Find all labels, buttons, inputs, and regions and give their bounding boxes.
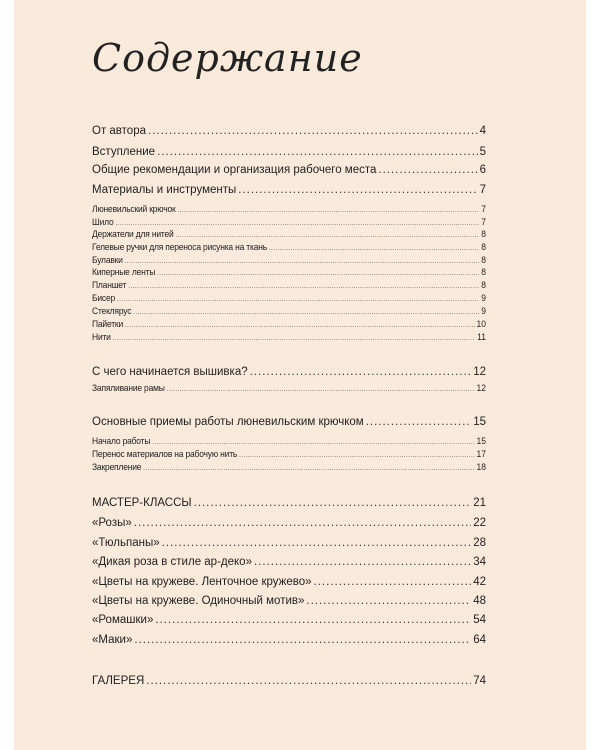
toc-entry-label: Основные приемы работы люневильским крючком [92, 416, 364, 428]
toc-subentry[interactable] [92, 292, 486, 303]
dot-leader [128, 283, 479, 290]
dot-leader [162, 537, 472, 549]
toc-subentry[interactable] [92, 448, 486, 459]
toc-entry-label: «Маки» [92, 634, 133, 646]
toc-subentry[interactable] [92, 382, 486, 393]
toc-entry[interactable] [92, 634, 486, 646]
toc-entry[interactable] [92, 675, 486, 687]
toc-entry-page: 8 [481, 227, 486, 239]
toc-entry-label: Киперные ленты [92, 265, 156, 277]
dot-leader [269, 245, 479, 252]
dot-leader [155, 614, 471, 626]
toc-entry[interactable] [92, 164, 486, 176]
dot-leader [378, 164, 477, 176]
toc-entry-page: 8 [481, 265, 486, 277]
toc-entry-label: Запяливание рамы [92, 381, 165, 393]
toc-entry[interactable] [92, 556, 486, 568]
toc-entry-label: Люневильский крючок [92, 202, 176, 214]
toc-entry-label: Держатели для нитей [92, 227, 174, 239]
toc-entry-label: Перенос материалов на рабочую нить [92, 447, 238, 459]
toc-entry-page: 11 [477, 330, 486, 342]
toc-subentry[interactable] [92, 331, 486, 342]
dot-leader [366, 416, 472, 428]
toc-subentry[interactable] [92, 203, 486, 214]
dot-leader [113, 335, 475, 342]
toc-entry[interactable] [92, 537, 486, 549]
toc-entry[interactable] [92, 146, 486, 158]
dot-leader [157, 270, 479, 277]
toc-entry-page: 7 [481, 215, 486, 227]
toc-entry-page: 64 [473, 634, 486, 646]
toc-entry-page: 5 [479, 146, 486, 158]
dot-leader [116, 220, 480, 227]
dot-leader [194, 497, 472, 509]
book-page [14, 0, 586, 750]
toc-entry[interactable] [92, 595, 486, 607]
toc-entry[interactable] [92, 184, 486, 196]
dot-leader [134, 634, 471, 646]
toc-entry[interactable] [92, 497, 486, 509]
toc-entry-page: 18 [476, 460, 486, 472]
page-title: Содержание [92, 36, 363, 80]
dot-leader [306, 595, 471, 607]
dot-leader [146, 675, 471, 687]
toc-entry-label: Вступление [92, 146, 156, 158]
dot-leader [125, 258, 480, 265]
toc-subentry[interactable] [92, 228, 486, 239]
toc-entry-page: 12 [476, 381, 486, 393]
toc-entry-label: Планшет [92, 278, 127, 290]
dot-leader [125, 322, 475, 329]
toc-entry-label: МАСТЕР-КЛАССЫ [92, 497, 192, 509]
toc-entry-page: 22 [473, 517, 486, 529]
toc-entry-label: Булавки [92, 253, 123, 265]
toc-entry-label: «Цветы на кружеве. Ленточное кружево» [92, 576, 312, 588]
dot-leader [239, 452, 474, 459]
toc-subentry[interactable] [92, 266, 486, 277]
dot-leader [238, 184, 477, 196]
toc-subentry[interactable] [92, 435, 486, 446]
toc-entry-label: «Цветы на кружеве. Одиночный мотив» [92, 595, 305, 607]
toc-entry-page: 8 [481, 253, 486, 265]
toc-entry-page: 8 [481, 240, 486, 252]
dot-leader [143, 465, 474, 472]
dot-leader [176, 232, 480, 239]
toc-entry-page: 48 [473, 595, 486, 607]
toc-entry[interactable] [92, 614, 486, 626]
toc-entry-page: 17 [476, 447, 486, 459]
toc-entry-label: «Дикая роза в стиле ар-деко» [92, 556, 252, 568]
toc-entry-page: 6 [479, 164, 486, 176]
toc-entry-label: Закрепление [92, 460, 142, 472]
toc-entry-label: «Розы» [92, 517, 132, 529]
toc-entry-label: ГАЛЕРЕЯ [92, 675, 145, 687]
toc-entry-page: 9 [481, 304, 486, 316]
dot-leader [250, 366, 472, 378]
toc-entry-page: 42 [473, 576, 486, 588]
toc-entry-label: «Ромашки» [92, 614, 154, 626]
toc-entry-page: 7 [479, 184, 486, 196]
dot-leader [134, 517, 471, 529]
toc-entry-label: Шило [92, 215, 114, 227]
toc-entry-page: 10 [476, 317, 486, 329]
dot-leader [152, 439, 474, 446]
toc-entry[interactable] [92, 125, 486, 137]
toc-entry-page: 7 [481, 202, 486, 214]
toc-entry[interactable] [92, 576, 486, 588]
toc-subentry[interactable] [92, 241, 486, 252]
toc-entry-label: Общие рекомендации и организация рабочего места [92, 164, 377, 176]
toc-subentry[interactable] [92, 305, 486, 316]
toc-entry-page: 74 [473, 675, 486, 687]
toc-subentry[interactable] [92, 279, 486, 290]
toc-entry-page: 4 [479, 125, 486, 137]
toc-entry[interactable] [92, 366, 486, 378]
dot-leader [314, 576, 472, 588]
toc-entry[interactable] [92, 416, 486, 428]
toc-entry-page: 9 [481, 291, 486, 303]
toc-entry-label: С чего начинается вышивка? [92, 366, 248, 378]
dot-leader [117, 296, 479, 303]
toc-subentry[interactable] [92, 461, 486, 472]
toc-subentry[interactable] [92, 254, 486, 265]
dot-leader [254, 556, 471, 568]
toc-entry-label: Гелевые ручки для переноса рисунка на ткань [92, 240, 267, 252]
dot-leader [148, 125, 478, 137]
toc-entry-label: Бисер [92, 291, 116, 303]
toc-entry-label: Нити [92, 330, 111, 342]
toc-entry-page: 15 [473, 416, 486, 428]
toc-entry-label: Пайетки [92, 317, 123, 329]
toc-entry[interactable] [92, 517, 486, 529]
toc-entry-label: От автора [92, 125, 146, 137]
toc-entry-page: 28 [473, 537, 486, 549]
toc-entry-label: Стеклярус [92, 304, 132, 316]
toc-entry-page: 34 [473, 556, 486, 568]
dot-leader [178, 207, 480, 214]
toc-entry-page: 8 [481, 278, 486, 290]
toc-subentry[interactable] [92, 216, 486, 227]
toc-entry-label: Материалы и инструменты [92, 184, 237, 196]
toc-entry-label: Начало работы [92, 434, 151, 446]
dot-leader [133, 309, 479, 316]
toc-entry-label: «Тюльпаны» [92, 537, 160, 549]
toc-entry-page: 21 [473, 497, 486, 509]
toc-entry-page: 54 [473, 614, 486, 626]
dot-leader [167, 386, 475, 393]
dot-leader [157, 146, 478, 158]
toc-subentry[interactable] [92, 318, 486, 329]
toc-entry-page: 15 [476, 434, 486, 446]
toc-entry-page: 12 [473, 366, 486, 378]
